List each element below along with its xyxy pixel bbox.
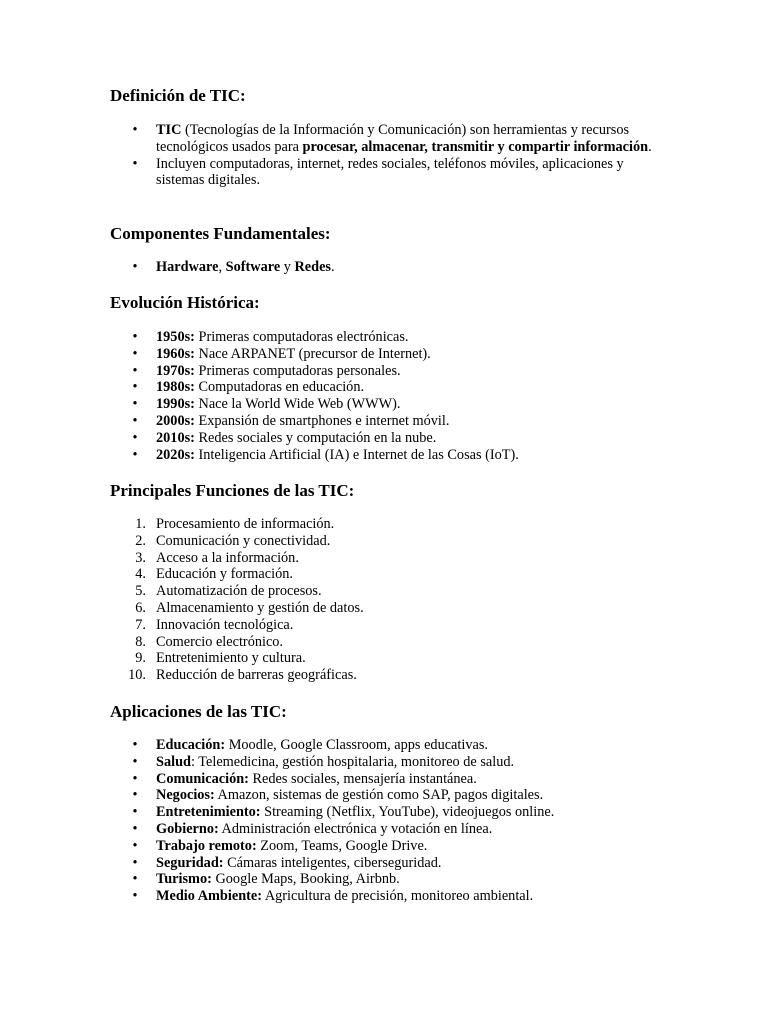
funciones-list — [110, 516, 670, 684]
bullet-icon: • — [132, 155, 138, 172]
item-number: 6. — [135, 599, 146, 616]
item-number: 2. — [135, 532, 146, 549]
item-text: Redes sociales, mensajería instantánea. — [248, 770, 477, 787]
bullet-icon: • — [132, 804, 138, 821]
bullet-icon: • — [132, 753, 138, 770]
bullet-icon: • — [132, 259, 138, 275]
list-item — [110, 122, 670, 156]
item-number: 5. — [135, 583, 146, 600]
item-text: Cámaras inteligentes, ciberseguridad. — [223, 854, 442, 871]
bullet-icon: • — [132, 737, 138, 753]
item-number: 4. — [135, 566, 146, 583]
item-text: Streaming (Netflix, YouTube), videojuegos online. — [260, 804, 555, 821]
list-item — [110, 550, 670, 567]
bullet-icon: • — [132, 888, 138, 905]
item-text: Administración electrónica y votación en línea. — [218, 820, 493, 837]
list-item — [110, 413, 670, 430]
list-item — [110, 430, 670, 447]
item-text: (Tecnologías de la Información y Comunicación) son herramientas y recursos tecnológicos usados para — [156, 122, 630, 155]
decade-label: 1980s: — [156, 379, 195, 396]
bullet-icon: • — [132, 854, 138, 871]
item-number: 1. — [135, 516, 146, 532]
area-label: Salud — [156, 753, 191, 770]
item-text: Comercio electrónico. — [156, 633, 284, 650]
aplicaciones-list — [110, 737, 670, 905]
item-text: . — [648, 138, 652, 155]
bold-term: Redes — [294, 259, 331, 275]
item-text: Agricultura de precisión, monitoreo ambiental. — [262, 888, 534, 905]
item-text: Expansión de smartphones e internet móvil. — [194, 412, 450, 429]
decade-label: 2010s: — [156, 429, 195, 446]
bullet-icon: • — [132, 837, 138, 854]
list-item — [110, 737, 670, 754]
item-text: Amazon, sistemas de gestión como SAP, pagos digitales. — [214, 787, 544, 804]
item-text: Innovación tecnológica. — [156, 616, 294, 633]
list-item — [110, 617, 670, 634]
item-text: Incluyen computadoras, internet, redes sociales, teléfonos móviles, aplicaciones y sistemas digitales. — [156, 155, 624, 189]
area-label: Turismo: — [156, 871, 212, 888]
bullet-icon: • — [132, 446, 138, 463]
area-label: Negocios: — [156, 787, 215, 804]
item-number: 10. — [128, 667, 146, 684]
decade-label: 1960s: — [156, 345, 195, 362]
bullet-icon: • — [132, 329, 138, 345]
bullet-icon: • — [132, 362, 138, 379]
bullet-icon: • — [132, 122, 138, 138]
area-label: Trabajo remoto: — [156, 837, 257, 854]
item-text: . — [331, 259, 335, 275]
list-item — [110, 156, 670, 190]
list-item — [110, 533, 670, 550]
area-label: Entretenimiento: — [156, 804, 261, 821]
evolucion-list — [110, 329, 670, 463]
item-text: Computadoras en educación. — [194, 379, 365, 396]
item-text: Inteligencia Artificial (IA) e Internet de las Cosas (IoT). — [194, 446, 519, 463]
item-text: Almacenamiento y gestión de datos. — [156, 599, 364, 616]
item-text: Nace ARPANET (precursor de Internet). — [194, 345, 431, 362]
item-text: Zoom, Teams, Google Drive. — [256, 837, 428, 854]
list-item — [110, 888, 670, 905]
list-item — [110, 363, 670, 380]
componentes-list — [110, 259, 670, 276]
bullet-icon: • — [132, 820, 138, 837]
section-heading-componentes: Componentes Fundamentales: — [110, 224, 331, 243]
list-item — [110, 787, 670, 804]
list-item — [110, 838, 670, 855]
item-text: y — [280, 259, 295, 275]
item-text: Entretenimiento y cultura. — [156, 650, 306, 667]
decade-label: 2000s: — [156, 412, 195, 429]
list-item — [110, 259, 670, 276]
decade-label: 1990s: — [156, 396, 195, 413]
bold-term: procesar, almacenar, transmitir y compartir información — [302, 138, 649, 155]
item-number: 3. — [135, 549, 146, 566]
area-label: Comunicación: — [156, 770, 249, 787]
bullet-icon: • — [132, 396, 138, 413]
list-item — [110, 667, 670, 684]
bold-term: TIC — [156, 122, 182, 138]
list-item — [110, 346, 670, 363]
list-item — [110, 821, 670, 838]
section-heading-funciones: Principales Funciones de las TIC: — [110, 481, 355, 500]
item-text: Moodle, Google Classroom, apps educativas. — [225, 737, 488, 753]
area-label: Medio Ambiente: — [156, 888, 263, 905]
bullet-icon: • — [132, 770, 138, 787]
item-text: Comunicación y conectividad. — [156, 532, 331, 549]
item-text: Google Maps, Booking, Airbnb. — [211, 871, 400, 888]
list-item — [110, 871, 670, 888]
item-text: Procesamiento de información. — [156, 516, 335, 532]
item-text: Educación y formación. — [156, 566, 293, 583]
area-label: Seguridad: — [156, 854, 224, 871]
list-item — [110, 855, 670, 872]
list-item — [110, 447, 670, 464]
list-item — [110, 583, 670, 600]
section-heading-aplicaciones: Aplicaciones de las TIC: — [110, 702, 287, 721]
area-label: Gobierno: — [156, 820, 219, 837]
decade-label: 1950s: — [156, 329, 195, 345]
section-heading-definicion: Definición de TIC: — [110, 86, 246, 105]
item-number: 9. — [135, 650, 146, 667]
decade-label: 2020s: — [156, 446, 195, 463]
list-item — [110, 379, 670, 396]
definicion-list — [110, 122, 670, 189]
list-item — [110, 329, 670, 346]
list-item — [110, 566, 670, 583]
list-item — [110, 804, 670, 821]
item-text: Redes sociales y computación en la nube. — [194, 429, 437, 446]
list-item — [110, 396, 670, 413]
item-text: Nace la World Wide Web (WWW). — [194, 396, 401, 413]
item-text: Reducción de barreras geográficas. — [156, 667, 357, 684]
bold-term: Hardware — [156, 259, 219, 275]
item-text: Automatización de procesos. — [156, 583, 322, 600]
bullet-icon: • — [132, 379, 138, 396]
bullet-icon: • — [132, 412, 138, 429]
item-text: Primeras computadoras electrónicas. — [194, 329, 409, 345]
list-item — [110, 516, 670, 533]
area-label: Educación: — [156, 737, 226, 753]
item-text: Primeras computadoras personales. — [194, 362, 401, 379]
section-heading-evolucion: Evolución Histórica: — [110, 293, 260, 312]
list-item — [110, 771, 670, 788]
item-number: 7. — [135, 616, 146, 633]
item-number: 8. — [135, 633, 146, 650]
list-item — [110, 634, 670, 651]
item-text: , — [218, 259, 226, 275]
list-item — [110, 650, 670, 667]
item-text: Acceso a la información. — [156, 549, 299, 566]
bold-term: Software — [225, 259, 281, 275]
list-item — [110, 754, 670, 771]
item-text: : Telemedicina, gestión hospitalaria, monitoreo de salud. — [190, 753, 515, 770]
list-item — [110, 600, 670, 617]
bullet-icon: • — [132, 787, 138, 804]
bullet-icon: • — [132, 345, 138, 362]
bullet-icon: • — [132, 871, 138, 888]
bullet-icon: • — [132, 429, 138, 446]
decade-label: 1970s: — [156, 362, 195, 379]
